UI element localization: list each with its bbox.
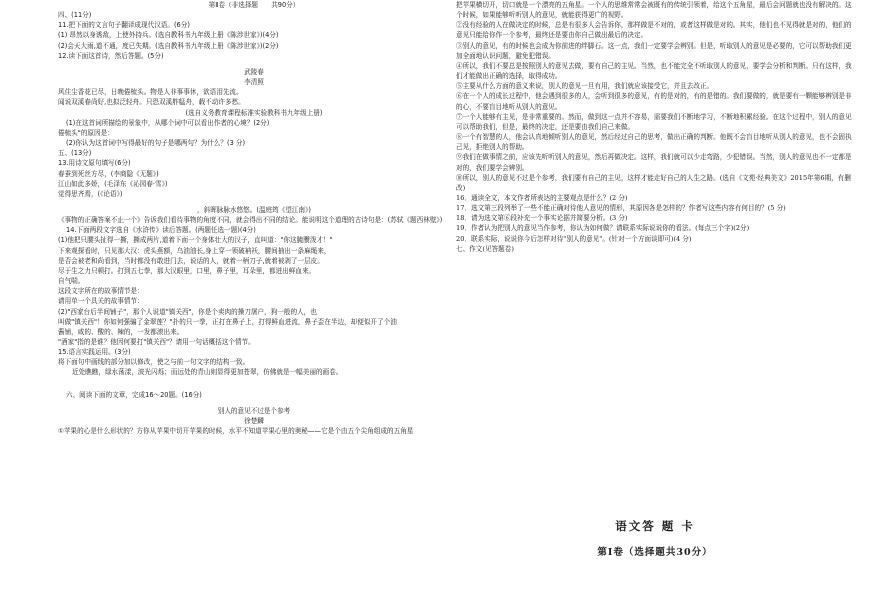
- text-line: 20．联系实际，说说你今后怎样对待"别人的意见"。(针对一个方面谈即可)(4 分): [456, 234, 692, 243]
- text-line: 别人的意见不过是个参考: [217, 406, 291, 415]
- text-line: 12.读下面这首诗，然后答题。(5分): [58, 51, 164, 60]
- text-line: 四、(11分): [58, 11, 92, 20]
- text-line: 叫做"镇关西"！你如何强骗了金翠莲？"扑的只一拳，正打在鼻子上，打得鲜血进流，鼻子歪在半边，却便似开了个油: [58, 317, 397, 326]
- text-line: 11.把下面的文言句子翻译成现代汉语。(6分): [58, 21, 190, 30]
- text-line: 六、阅读下面的文章，完成16～20题。(16分): [66, 390, 202, 399]
- text-line: ⑦一个人能够有主见，是非常重要的。然而，做到这一点并不容易，需要我们不断地学习，不断地积累经验。在这个过程中，别人的意见可以帮助我们，但是，最终的决定，还是要由我们自己来做。: [456, 112, 852, 131]
- text-line: 春蚕到死丝方尽，(李商隐《无题》): [58, 169, 159, 178]
- answer-card-title: 语文答 题 卡: [615, 519, 695, 533]
- text-line: 自气喘。: [58, 277, 85, 286]
- text-line: 《事物的正确答案不止一个》告诉我们看待事物的角度不同，就会得出不同的结论。能说明这个道理的古诗句是：(苏轼《题西林壁》): [58, 216, 443, 225]
- text-line: 倦梳头"的原因是：: [58, 128, 114, 137]
- text-line: (2)会天大雨,道不通，度已失期。(选自教科书九年级上册《陈涉世家》)(2分): [58, 41, 279, 50]
- right-column-text: [456, 0, 854, 254]
- text-line: 把苹果横切开，切口就是一个漂亮的五角星。一个人的思维常常会被既有的传统引领着，给这个五角星，最后会问题就也没有解决的。这个时候，如果能够听听别人的意见，就能获得更广的视野。: [456, 1, 852, 20]
- text-line: 李清照: [244, 78, 264, 87]
- text-line: 14.下面两段文字选自《水浒传》读后答题。(两题任选一题)(4分): [66, 226, 256, 235]
- text-line: "酒家"指的是谁？他因何要打"镇关西"？请用一句话概括这个情节。: [58, 338, 255, 346]
- text-line: 17．选文第三段列举了一些不能正确对待他人意见的情形，其原因各是怎样的？作者写这些内容有何目的？(5 分): [456, 204, 786, 213]
- text-line: 徐楚麟: [244, 416, 264, 425]
- text-line: ④所以，我们不要总是按照别人的意见去做，要有自己的主见。当然，也不能完全不听取别人的意见，要学会分析和判断。只有这样，我们才能做出正确的选择，取得成功。: [456, 61, 852, 81]
- text-line: 闻说双溪春尚好,也拟泛轻舟。只恐双溪舴艋舟，载不动许多愁。: [58, 98, 245, 107]
- text-line: ⑥在一个人的成长过程中，他会遇到很多的人，会听到很多的意见，有的是对的，有的是错的。我们要做的，就是要有一颗能够辨别是非的心，不要盲目地听从别人的意见。: [456, 92, 852, 111]
- text-line: ⑤主要从什么方面的意义来说，别人的意见一旦有用，我们就应该接受它，并且去改正。: [456, 82, 714, 91]
- text-line: (1)在这首词所描绘的景象中，从哪个词中可以看出作者的心境？(2分): [66, 118, 270, 127]
- text-line: 武陵春: [244, 67, 264, 76]
- text-line: 七、作文(见答题卷): [456, 244, 514, 253]
- text-line: ②没有经验的人在做决定的时候，总是有很多人会告诉你，那样做是不对的，或者这样做是对的。其实，他们也不见得就是对的，他们的意见只能给你作一个参考，最终还是要由你自己做出最后的决定。: [456, 21, 852, 40]
- text-line: 是否会被老和尚看到，当时都没有敢进门去，说话的人，就着一柄刀子,就着被剥了一层皮。: [58, 256, 324, 265]
- text-line: (1)他把只腰头扯得一撕，撕成两片,道着下面一个身体壮大的汉子，直叫道："你这腌臜泼才！": [58, 236, 333, 245]
- text-line: 19．作者认为把别人的意见当作参考，你认为如何做？请联系实际说说你的看法。(每点三个字)(2分): [456, 224, 750, 233]
- text-line: ⑨我们在做事情之前，应该先听听别人的意见，然后再做决定。这样，我们就可以少走弯路，少犯错误。当然，别人的意见也不一定都是对的，我们要学会辨别。: [456, 153, 852, 172]
- text-line: (2)你认为这首词中写得最好的句子是哪两句？为什么？(3 分): [66, 139, 246, 148]
- text-line: 请用单一个具关的故事情节：: [58, 297, 144, 306]
- text-line: 这段文字所在的故事情节是：: [58, 287, 144, 296]
- left-column: [58, 0, 450, 614]
- right-column: [456, 0, 854, 614]
- text-line: (2)"西家台后半间铺子"，那个人说道"镇关西"，你是个卖肉的操刀屠户，狗一般的人，也: [58, 307, 317, 316]
- text-line: 15.语言实践运用。(3分): [58, 348, 131, 357]
- text-line: 下来观探看时，只见那大汉：虎头燕额，乌油油长,身上穿一领破衲袄，腰间抽出一条麻绳来，: [58, 246, 331, 255]
- text-line: 酱铺，咸的、酸的、辣的，一发都滚出来。: [58, 327, 184, 336]
- text-line: ③别人的意见，有的时候也会成为你前进的绊脚石。这一点，我们一定要学会辨别。但是，听取别人的意见是必要的，它可以帮助我们更加全面地认识问题，避免犯错误。: [456, 41, 852, 60]
- text-line: ⑧一个有智慧的人，他会认真地倾听别人的意见，然后经过自己的思考，做出正确的判断。他既不会盲目地听从别人的意见，也不会固执己见，拒绝别人的帮助。: [456, 133, 852, 152]
- text-line: 风住尘香花已尽，日晚倦梳头。物是人非事事休，欲语泪先流。: [58, 88, 243, 97]
- text-line: 16．通读全文，本文作者所表达的主要观点是什么？(2 分): [456, 193, 628, 202]
- text-line: 13.用诗文原句填写(6分): [58, 159, 131, 168]
- text-line: 江山如此多娇，(毛泽东《沁园春·雪》): [58, 179, 168, 188]
- text-line: (1) 昂然以身诱敌，上使外持兵。(选自教科书九年级上册《陈涉世家》)(4分): [58, 31, 279, 40]
- text-line: 第Ⅱ卷（非选择题 共90分）: [208, 1, 300, 9]
- answer-card-subtitle: 第Ⅰ卷（选择题共30分）: [597, 547, 713, 558]
- text-line: 觉得思齐焉，(《论语》): [58, 189, 123, 198]
- text-line: 近处瞧瞧，绿水荡漾，波光闪烁；而远处的青山则显得更加苍翠，仿佛就是一幅美丽的画卷。: [72, 368, 343, 377]
- text-line: ，斜晖脉脉水悠悠。(温庭筠《望江南》): [197, 205, 311, 214]
- text-line: (选自义务教育课程标准实验教科书九年级上册): [185, 108, 323, 117]
- text-line: ⑩所以，别人的意见不过是个参考，我们要有自己的主见，这样才能走好自己的人生之路。(选自《文苑·经典美文》2015年第6期，有删改): [456, 173, 851, 192]
- text-line: 18．请为选文第⑥段补充一个事实论据并简要分析。(3 分): [456, 214, 628, 223]
- text-line: 将下面句中画线的部分加以修改，使之与前一句文字的结构一致。: [58, 358, 250, 367]
- text-line: ①苹果的心是什么形状的？方你从苹果中切开苹果的时候，水平不知道苹果心里的奥秘——它是个由五个尖角组成的五角星: [58, 427, 414, 436]
- text-line: 尽于生之力只顿打。打到五七拳，那大汉眼里，口里，鼻子里，耳朵里，都迸出鲜血来。: [58, 266, 316, 275]
- text-line: 五、(13分): [58, 149, 92, 158]
